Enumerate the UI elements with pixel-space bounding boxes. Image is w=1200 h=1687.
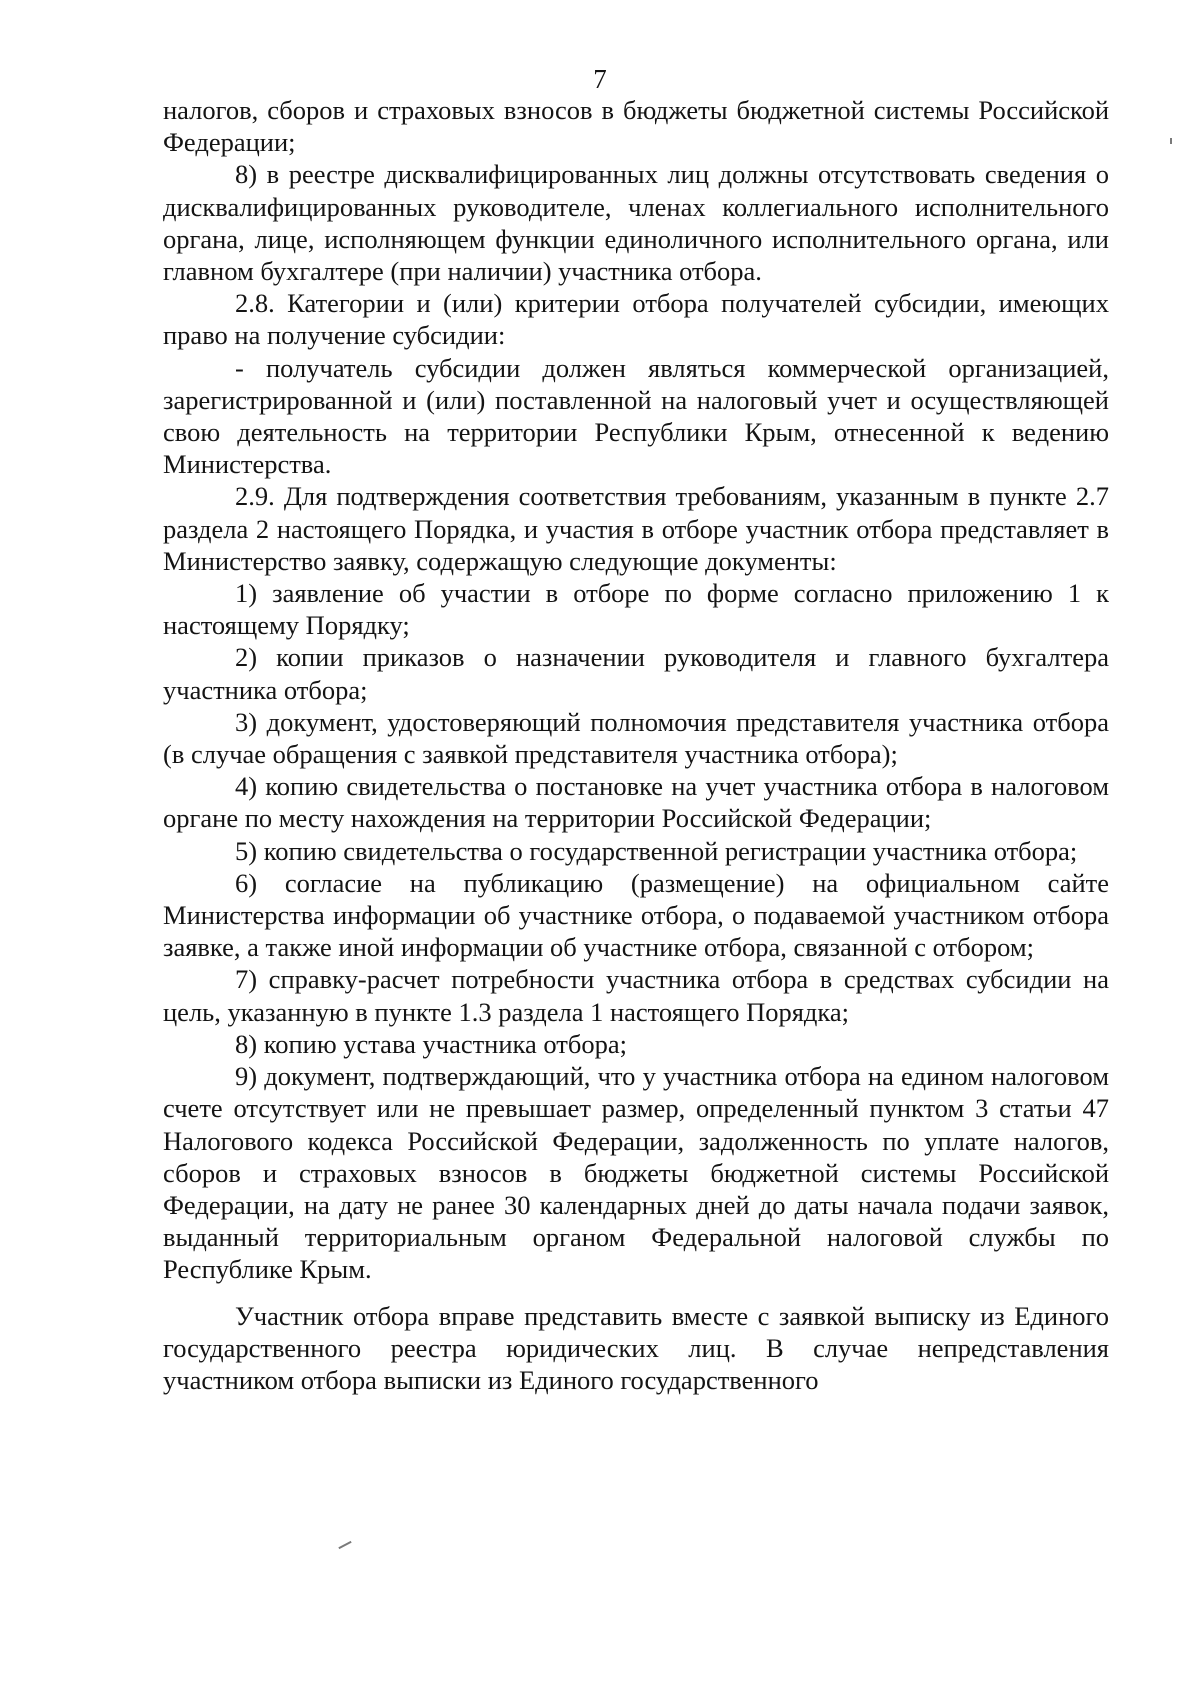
paragraph-2-8-criteria: 2.8. Категории и (или) критерии отбора получателей субсидии, имеющих право на получение субсидии:	[163, 288, 1109, 351]
scan-artifact-mark	[338, 1541, 351, 1549]
paragraph-doc-item-9: 9) документ, подтверждающий, что у участника отбора на едином налоговом счете отсутствует или не превышает размер, определенный пунктом 3 статьи 47 Налогового кодекса Российской Федерации, задолженность по уплате налогов, сборов и страховых взносов в бюджеты бюджетной системы Российской Федерации, на дату не ранее 30 календарных дней до даты начала подачи заявок, выданный территориальным органом Федеральной налоговой службы по Республике Крым.	[163, 1061, 1109, 1285]
paragraph-recipient-requirement: - получатель субсидии должен являться коммерческой организацией, зарегистрированной и (или) поставленной на налоговый учет и осуществляющей свою деятельность на территории Республики Крым, отнесенной к ведению Министерства.	[163, 352, 1109, 480]
paragraph-2-9-documents: 2.9. Для подтверждения соответствия требованиям, указанным в пункте 2.7 раздела 2 настоящего Порядка, и участия в отборе участник отбора представляет в Министерство заявку, содержащую следующие документы:	[163, 481, 1109, 576]
paragraph-extract-right: Участник отбора вправе представить вместе с заявкой выписку из Единого государственного реестра юридических лиц. В случае непредставления участником отбора выписки из Единого государственного	[163, 1300, 1109, 1395]
scan-artifact-dot	[1170, 138, 1172, 144]
paragraph-tax-continuation: налогов, сборов и страховых взносов в бюджеты бюджетной системы Российской Федерации;	[163, 95, 1109, 158]
paragraph-doc-item-7: 7) справку-расчет потребности участника отбора в средствах субсидии на цель, указанную в пункте 1.3 раздела 1 настоящего Порядка;	[163, 964, 1109, 1027]
document-body	[163, 94, 1109, 1396]
paragraph-item-8-disqualified: 8) в реестре дисквалифицированных лиц должны отсутствовать сведения о дисквалифицированных руководителе, членах коллегиального исполнительного органа, лице, исполняющем функции единоличного исполнительного органа, или главном бухгалтере (при наличии) участника отбора.	[163, 159, 1109, 287]
paragraph-doc-item-1: 1) заявление об участии в отборе по форме согласно приложению 1 к настоящему Порядку;	[163, 578, 1109, 641]
paragraph-doc-item-4: 4) копию свидетельства о постановке на учет участника отбора в налоговом органе по месту нахождения на территории Российской Федерации;	[163, 771, 1109, 834]
paragraph-doc-item-2: 2) копии приказов о назначении руководителя и главного бухгалтера участника отбора;	[163, 642, 1109, 705]
page-number: 7	[593, 64, 607, 94]
paragraph-doc-item-5: 5) копию свидетельства о государственной регистрации участника отбора;	[235, 835, 1078, 866]
paragraph-doc-item-8: 8) копию устава участника отбора;	[235, 1028, 627, 1059]
paragraph-doc-item-6: 6) согласие на публикацию (размещение) на официальном сайте Министерства информации об участнике отбора, о подаваемой участником отбора заявке, а также иной информации об участнике отбора, связанной с отбором;	[163, 867, 1109, 963]
paragraph-doc-item-3: 3) документ, удостоверяющий полномочия представителя участника отбора (в случае обращения с заявкой представителя участника отбора);	[163, 706, 1109, 770]
